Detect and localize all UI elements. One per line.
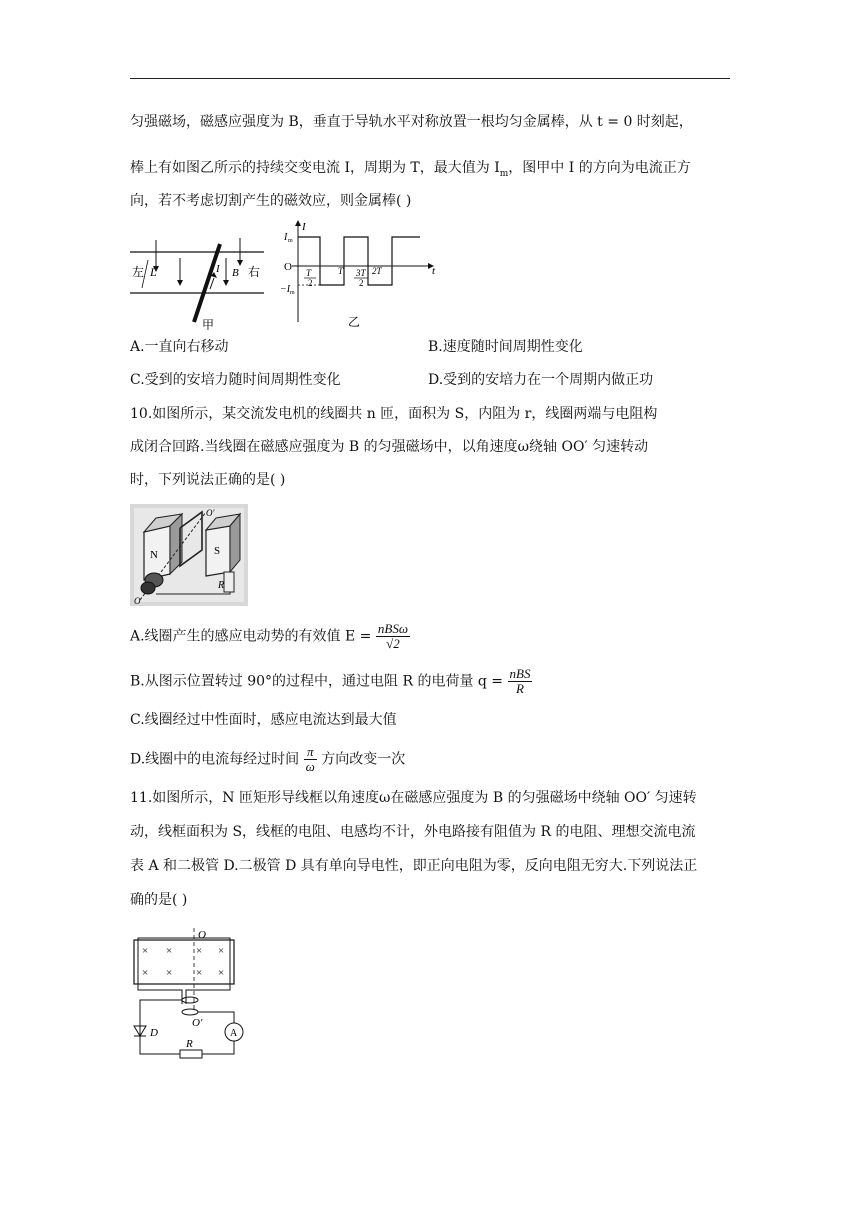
label-O: O — [198, 929, 206, 941]
axis-label-t: t — [432, 265, 436, 277]
cross-mark: × — [166, 967, 173, 979]
label-O-prime: O′ — [206, 508, 215, 518]
q10-line-2: 成闭合回路.当线圈在磁感应强度为 B 的匀强磁场中，以角速度ω绕轴 OO′ 匀速转动 — [130, 439, 649, 455]
q9-line-3: 向，若不考虑切割产生的磁效应，则金属棒( ) — [130, 193, 412, 209]
q10-option-a-fraction — [376, 622, 410, 651]
label-neg-Im-sub: m — [290, 290, 295, 296]
label-neg-Im: −I — [280, 284, 291, 295]
slip-ring — [141, 582, 155, 594]
resistor — [180, 1050, 202, 1058]
current-arrow — [210, 278, 214, 289]
label-origin: O — [284, 261, 292, 273]
fraction-denominator: ω — [305, 759, 315, 774]
q11-line-2: 动，线框面积为 S，线框的电阻、电感均不计，外电路接有阻值为 R 的电阻、理想交流电流 — [130, 824, 696, 840]
tick-3T-den: 2 — [359, 278, 364, 288]
slip-ring-upper — [182, 997, 198, 1003]
q10-line-3: 时，下列说法正确的是( ) — [130, 472, 286, 488]
coil-frame — [138, 938, 230, 1004]
label-R: R — [218, 580, 225, 591]
q9-line-2 — [130, 158, 691, 184]
q10-option-d-end: 方向改变一次 — [321, 751, 406, 768]
q11-line-4: 确的是( ) — [130, 892, 188, 908]
q10-option-c: C.线圈经过中性面时，感应电流达到最大值 — [130, 712, 397, 728]
fraction-numerator: π — [304, 745, 317, 760]
tick-2T: 2T — [372, 266, 382, 276]
tick-T: T — [338, 266, 344, 276]
fraction-denominator: R — [516, 681, 524, 696]
caption-yi: 乙 — [348, 315, 361, 329]
label-N: N — [150, 549, 158, 561]
cross-mark: × — [142, 967, 149, 979]
label-Im: I — [284, 232, 288, 243]
b-arrow-head — [237, 260, 243, 266]
q9-option-c: C.受到的安培力随时间周期性变化 — [130, 372, 341, 388]
cross-mark: × — [196, 945, 203, 957]
label-B: B — [232, 267, 239, 279]
q9-line-2-sub: m — [499, 168, 509, 179]
q9-line-2-text: 棒上有如图乙所示的持续交变电流 I，周期为 T，最大值为 I — [130, 160, 500, 176]
q10-generator-figure — [130, 504, 248, 606]
fraction-numerator: nBS — [509, 666, 531, 681]
field-crosses — [142, 945, 224, 979]
circuit-wire-left — [140, 1000, 182, 1054]
axis-i-head — [295, 220, 301, 226]
q11-circuit-figure — [130, 926, 260, 1060]
cross-mark: × — [218, 967, 225, 979]
q10-option-b — [130, 667, 532, 696]
b-arrow-head — [223, 280, 229, 286]
q9-option-b: B.速度随时间周期性变化 — [428, 339, 583, 355]
q9-option-d: D.受到的安培力在一个周期内做正功 — [428, 372, 654, 388]
q10-option-a — [130, 622, 410, 651]
q10-line-1: 10.如图所示，某交流发电机的线圈共 n 匝，面积为 S，内阻为 r，线圈两端与电阻构 — [130, 406, 658, 422]
cross-mark: × — [218, 945, 225, 957]
cross-mark: × — [196, 967, 203, 979]
axis-label-I: I — [302, 221, 306, 233]
q9-line-1: 匀强磁场，磁感应强度为 B，垂直于导轨水平对称放置一根均匀金属棒，从 t = 0 时刻起， — [130, 114, 693, 130]
label-L: L — [150, 265, 157, 279]
tick-half-T-num: T — [306, 268, 312, 278]
q10-option-d — [130, 745, 405, 774]
q9-figure-yi — [280, 218, 440, 330]
label-Im-sub: m — [288, 238, 293, 244]
fraction-numerator: nBSω — [377, 621, 408, 636]
b-arrow-head — [177, 280, 183, 286]
label-R: R — [186, 1038, 193, 1050]
q10-option-b-text: B.从图示位置转过 90°的过程中，通过电阻 R 的电荷量 q = — [130, 673, 504, 690]
q10-option-d-text: D.线圈中的电流每经过时间 — [130, 751, 300, 768]
cross-mark: × — [166, 945, 173, 957]
slip-ring-lower — [182, 1009, 198, 1015]
tick-3T-num: 3T — [356, 268, 366, 278]
label-O: O — [134, 596, 141, 606]
q9-line-2-end: ，图甲中 I 的方向为电流正方 — [508, 160, 691, 176]
label-right: 右 — [248, 265, 261, 279]
label-I: I — [216, 263, 220, 275]
resistor — [224, 572, 234, 592]
q9-figure-jia — [130, 226, 270, 330]
tick-half-T-den: 2 — [308, 278, 313, 288]
fraction-denominator: √2 — [386, 636, 400, 651]
label-left: 左 — [132, 265, 145, 279]
q11-line-1: 11.如图所示，N 匝矩形导线框以角速度ω在磁感应强度为 B 的匀强磁场中绕轴 OO′ 匀速转 — [130, 790, 697, 806]
q10-option-d-fraction — [304, 745, 317, 774]
q10-option-b-fraction — [508, 667, 533, 696]
label-A: A — [230, 1028, 238, 1039]
q9-option-a: A.一直向右移动 — [130, 339, 229, 355]
q11-line-3: 表 A 和二极管 D.二极管 D 具有单向导电性，即正向电阻为零，反向电阻无穷大.下列说法正 — [130, 858, 698, 874]
q10-option-a-text: A.线圈产生的感应电动势的有效值 E = — [130, 628, 372, 645]
metal-rod — [194, 244, 220, 322]
label-S: S — [214, 545, 221, 557]
header-rule — [130, 78, 730, 79]
caption-jia: 甲 — [202, 318, 215, 330]
label-O-prime: O′ — [192, 1017, 203, 1029]
cross-mark: × — [142, 945, 149, 957]
label-D: D — [150, 1027, 158, 1039]
